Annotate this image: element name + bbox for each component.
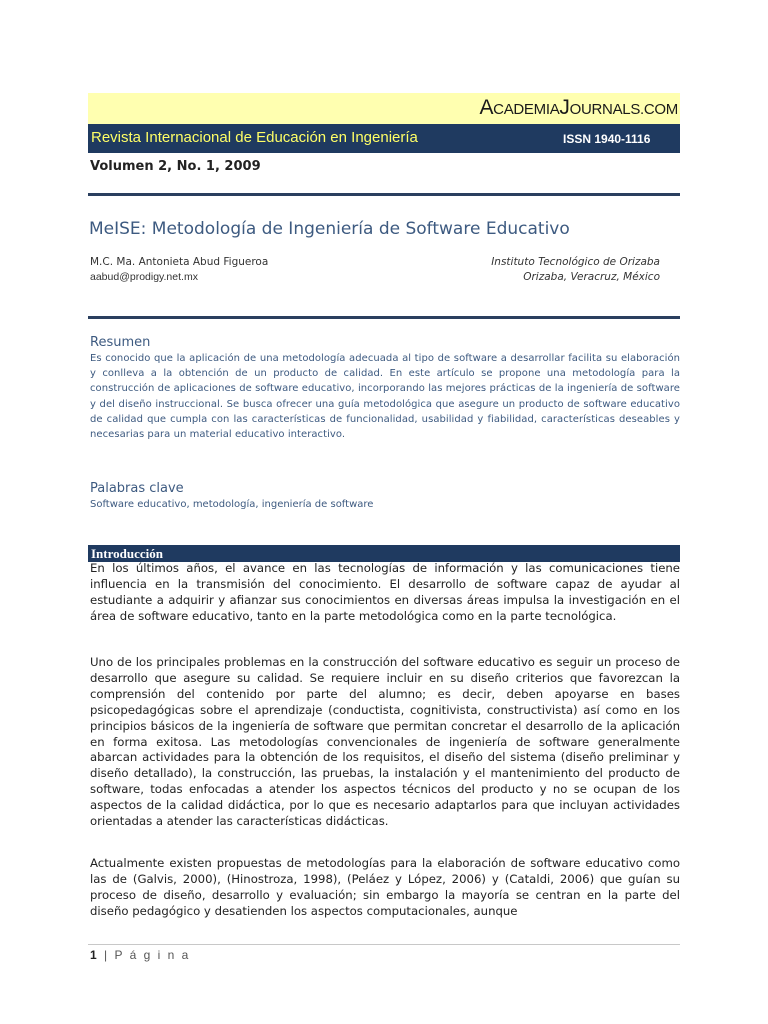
introduction-paragraph-1: En los últimos años, el avance en las tecnologías de información y las comunicaciones tiene influencia en la transmisión del conocimiento. El desarrollo de software capaz de ayudar al estudiante a adquirir y afianzar sus conocimientos en diversas áreas impulsa la investigación en el área de software educativo, tanto en la parte metodológica como en la parte tecnológica. xyxy=(90,561,680,623)
author-institution: Instituto Tecnológico de Orizaba xyxy=(491,256,660,268)
abstract-divider xyxy=(88,316,680,319)
page-footer xyxy=(90,948,190,962)
page-number: 1 xyxy=(90,948,99,962)
introduction-paragraph-2: Uno de los principales problemas en la construcción del software educativo es seguir un proceso de desarrollo que asegure su calidad. Se requiere incluir en su diseño criterios que favorezcan la comprensión del contenido por parte del alumno; es decir, deben apoyarse en bases psicopedagógicas sobre el aprendizaje (conductista, cognitivista, constructivista) así como en los principios básicos de la ingeniería de software que permitan concretar el desarrollo de la aplicación en forma exitosa. Las metodologías convencionales de ingeniería de software generalmente abarcan actividades para la obtención de los requisitos, el diseño del sistema (diseño preliminar y diseño detallado), la construcción, las pruebas, la instalación y el mantenimiento del producto de software, todas enfocadas a atender los aspectos técnicos del producto y no se ocupan de los aspectos de la calidad didáctica, por lo que es necesario adaptarlos para que incluyan actividades orientadas a atender las características didácticas. xyxy=(90,655,680,829)
journal-banner xyxy=(88,124,680,153)
brand-word-academia: CADEMIA xyxy=(493,101,560,118)
footer-divider xyxy=(88,944,680,945)
keywords-text: Software educativo, metodología, ingeniería de software xyxy=(90,499,374,510)
author-name: M.C. Ma. Antonieta Abud Figueroa xyxy=(90,256,269,268)
academia-journals-logo[interactable] xyxy=(479,96,678,120)
introduction-heading: Introducción xyxy=(91,546,163,561)
keywords-heading: Palabras clave xyxy=(90,481,184,496)
brand-letter-j: J xyxy=(559,96,570,119)
volume-info: Volumen 2, No. 1, 2009 xyxy=(90,159,261,174)
brand-word-journals: OURNALS.COM xyxy=(569,101,678,118)
page-label: | P á g i n a xyxy=(104,948,191,962)
author-email[interactable]: aabud@prodigy.net.mx xyxy=(90,271,198,283)
introduction-banner xyxy=(88,545,680,562)
header-divider xyxy=(88,193,680,196)
article-title: MeISE: Metodología de Ingeniería de Software Educativo xyxy=(89,219,570,239)
introduction-paragraph-3: Actualmente existen propuestas de metodologías para la elaboración de software educativo como las de (Galvis, 2000), (Hinostroza, 1998), (Peláez y López, 2006) y (Cataldi, 2006) que guían su proceso de diseño, desarrollo y evaluación; sin embargo la mayoría se centran en la parte del diseño pedagógico y desatienden los aspectos computacionales, aunque xyxy=(90,856,680,918)
abstract-heading: Resumen xyxy=(90,335,151,350)
brand-banner xyxy=(88,93,680,124)
journal-title: Revista Internacional de Educación en Ingeniería xyxy=(91,129,418,146)
brand-letter-a: A xyxy=(479,96,494,119)
author-location: Orizaba, Veracruz, México xyxy=(523,271,660,283)
abstract-text: Es conocido que la aplicación de una metodología adecuada al tipo de software a desarrollar facilita su elaboración y conlleva a la obtención de un producto de calidad. En este artículo se propone una metodología para la construcción de aplicaciones de software educativo, incorporando las mejores prácticas de la ingeniería de software y del diseño instruccional. Se busca ofrecer una guía metodológica que asegure un producto de software educativo de calidad que cumpla con las características de funcionalidad, usabilidad y fiabilidad, características deseables y necesarias para un material educativo interactivo. xyxy=(90,353,680,441)
issn-label: ISSN 1940-1116 xyxy=(563,132,651,146)
